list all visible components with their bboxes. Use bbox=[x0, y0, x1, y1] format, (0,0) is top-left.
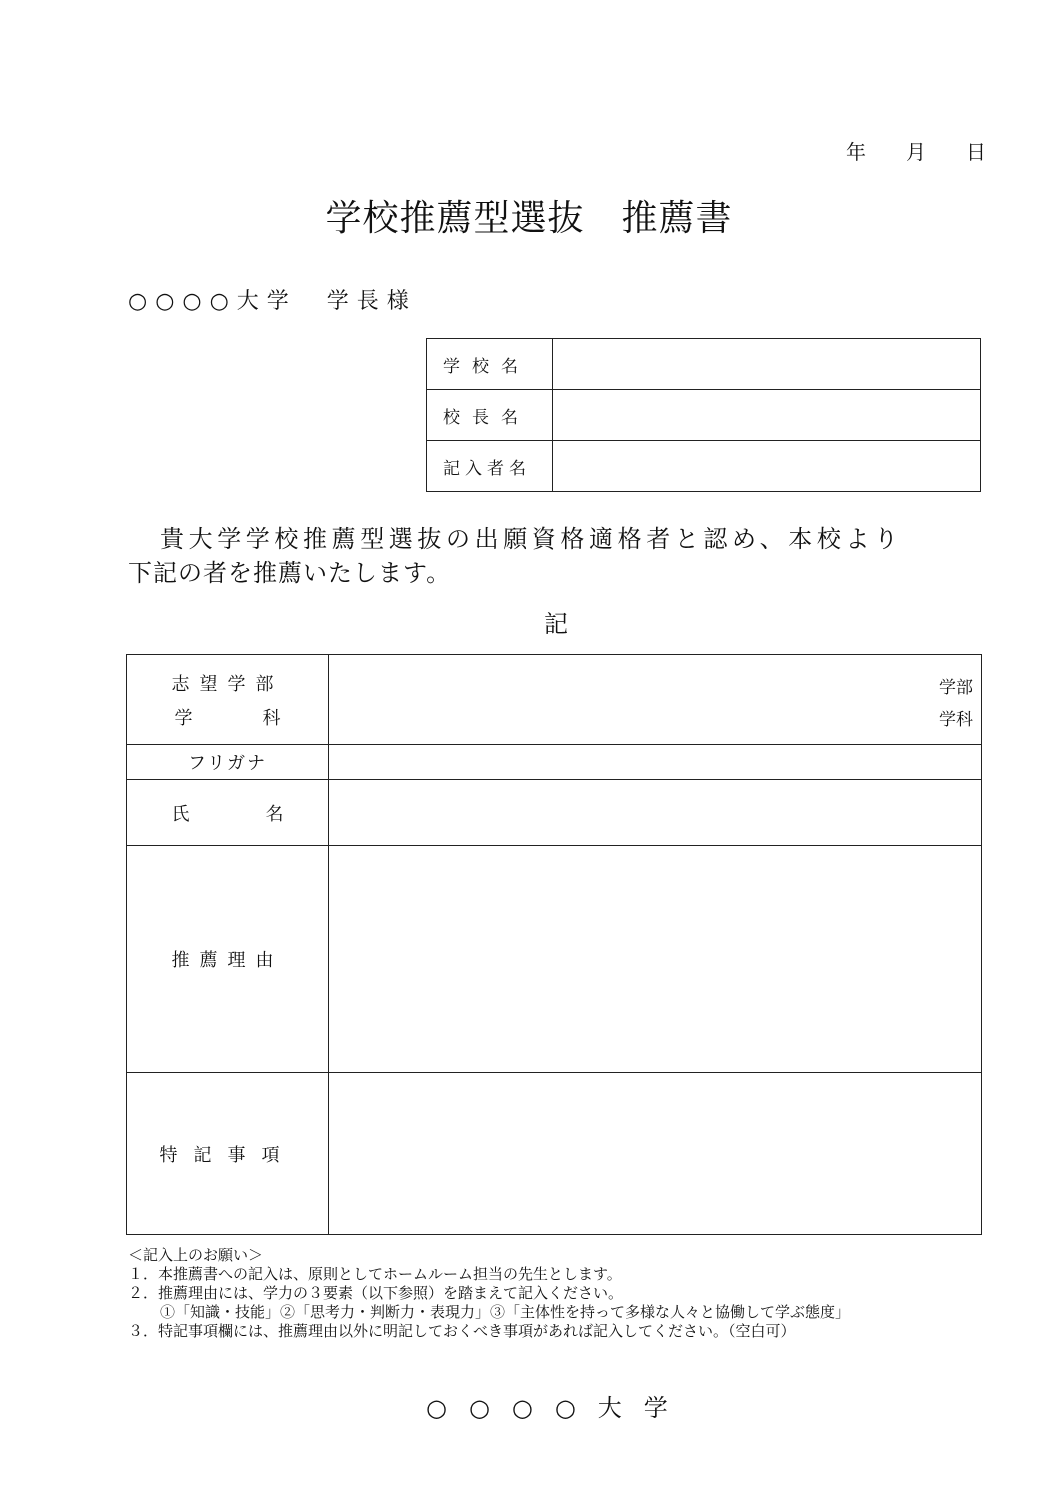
school-name-field[interactable] bbox=[553, 339, 981, 390]
instruction-item-2-sub: ①「知識・技能」②「思考力・判断力・表現力」③「主体性を持って多様な人々と協働して学ぶ態度」 bbox=[160, 1303, 851, 1321]
notes-label: 特記事項 bbox=[127, 1073, 329, 1235]
faculty-unit: 学部 bbox=[939, 678, 973, 698]
principal-name-row bbox=[427, 390, 981, 441]
instruction-item-2: ２．推薦理由には、学力の３要素（以下参照）を踏まえて記入ください。 bbox=[128, 1284, 624, 1302]
department-unit: 学科 bbox=[939, 710, 973, 730]
faculty-label: 志望学部 bbox=[171, 673, 284, 695]
date-day: 日 bbox=[966, 140, 986, 164]
student-form-table bbox=[126, 654, 982, 1235]
notes-field[interactable] bbox=[329, 1073, 982, 1235]
statement-line-2: 下記の者を推薦いたします。 bbox=[128, 559, 452, 587]
instruction-item-3: ３．特記事項欄には、推薦理由以外に明記しておくべき事項があれば記入してください。（空白可） bbox=[128, 1322, 796, 1340]
notes-row bbox=[127, 1073, 982, 1235]
name-field[interactable] bbox=[329, 780, 982, 846]
instruction-item-1: １．本推薦書への記入は、原則としてホームルーム担当の先生とします。 bbox=[128, 1265, 622, 1283]
department-sub-label bbox=[127, 704, 328, 730]
instructions-heading: ＜記入上のお願い＞ bbox=[128, 1246, 264, 1264]
name-label-char-a: 氏 bbox=[171, 803, 190, 825]
writer-name-field[interactable] bbox=[553, 441, 981, 492]
school-name-label: 学校名 bbox=[427, 339, 553, 390]
date-year: 年 bbox=[846, 140, 866, 164]
school-info-table bbox=[426, 338, 981, 492]
department-label bbox=[127, 655, 329, 745]
principal-name-field[interactable] bbox=[553, 390, 981, 441]
department-label-char-a: 学 bbox=[174, 707, 193, 729]
date-month: 月 bbox=[906, 140, 926, 164]
department-label-char-b: 科 bbox=[262, 707, 281, 729]
reason-label: 推薦理由 bbox=[127, 846, 329, 1073]
department-row bbox=[127, 655, 982, 745]
writer-name-label: 記入者名 bbox=[427, 441, 553, 492]
name-label-char-b: 名 bbox=[265, 803, 284, 825]
furigana-row bbox=[127, 745, 982, 780]
school-name-row bbox=[427, 339, 981, 390]
name-row bbox=[127, 780, 982, 846]
university-name-footer: ○○○○大学 bbox=[426, 1394, 690, 1422]
reason-field[interactable] bbox=[329, 846, 982, 1073]
name-label bbox=[127, 780, 329, 846]
statement-line-1: 貴大学学校推薦型選抜の出願資格適格者と認め、本校より bbox=[160, 525, 903, 553]
date-line bbox=[846, 136, 986, 165]
addressee: ○○○○大学 学長様 bbox=[128, 289, 417, 314]
reason-row bbox=[127, 846, 982, 1073]
instructions bbox=[128, 1246, 850, 1341]
ki-heading: 記 bbox=[544, 610, 568, 638]
recommendation-statement bbox=[128, 522, 983, 590]
furigana-label: フリガナ bbox=[127, 745, 329, 780]
writer-name-row bbox=[427, 441, 981, 492]
principal-name-label: 校長名 bbox=[427, 390, 553, 441]
page-title: 学校推薦型選抜 推薦書 bbox=[325, 198, 733, 239]
department-field[interactable] bbox=[329, 655, 982, 745]
furigana-field[interactable] bbox=[329, 745, 982, 780]
